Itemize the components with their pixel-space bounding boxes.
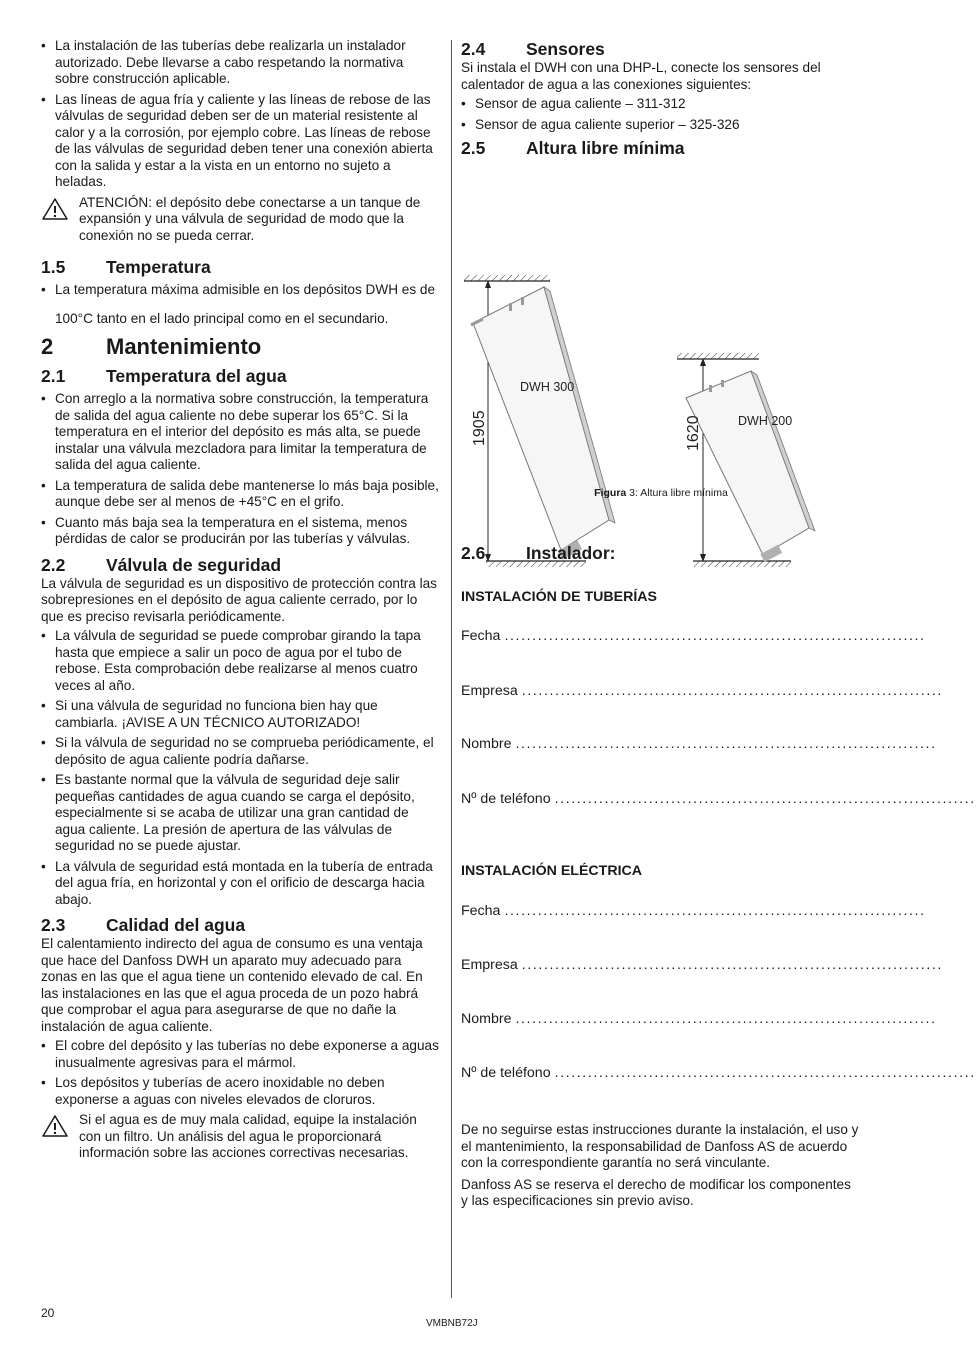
list-item: • La válvula de seguridad está montada en la tubería de entrada del agua fría, en horizontal y con el orificio de descarga hacia abajo.	[41, 859, 441, 909]
clearance-figure	[461, 163, 861, 493]
warning-triangle-icon	[41, 1114, 69, 1138]
safety-valve-list	[41, 628, 441, 908]
disclaimer-text: De no seguirse estas instrucciones durante la instalación, el uso y el mantenimiento, la responsabilidad de Danfoss AS de acuerdo con la correspondiente garantía no será vinculante.	[461, 1122, 859, 1170]
pipe-name-field[interactable]	[461, 735, 937, 753]
page-number: 20	[41, 1306, 55, 1320]
chapter-title: Mantenimiento	[106, 334, 262, 359]
list-item: • Con arreglo a la normativa sobre construcción, la temperatura de salida del agua caliente no debe superar los 65°C. Si la temperatura en el interior del depósito es más alta, se puede instalar una válvula mezcladora para limitar la temperatura de salida del agua caliente.	[41, 391, 441, 474]
section-number: 2.4	[461, 39, 486, 59]
right-column	[461, 38, 861, 493]
list-item: • Cuanto más baja sea la temperatura en el sistema, menos pérdidas de calor se producirán por las tuberías y válvulas.	[41, 515, 441, 548]
elec-company-field[interactable]	[461, 956, 943, 974]
section-title: Instalador:	[526, 543, 616, 563]
warning-text: ATENCIÓN: el depósito debe conectarse a un tanque de expansión y una válvula de seguridad de modo que la conexión no se pueda cerrar.	[79, 194, 421, 243]
section-number: 2.2	[41, 554, 66, 575]
warning-note	[41, 1112, 441, 1162]
list-item: • Sensor de agua caliente superior – 325-326	[461, 117, 861, 134]
section-heading	[41, 914, 441, 936]
pipe-installation-heading: INSTALACIÓN DE TUBERÍAS	[461, 589, 657, 605]
figure-caption-label: Figura	[594, 487, 627, 499]
section-heading	[461, 137, 861, 159]
paragraph: Si instala el DWH con una DHP-L, conecte los sensores del calentador de agua a las conexiones siguientes:	[461, 60, 821, 92]
electrical-installation-heading-wrap	[461, 863, 861, 880]
dwh200-label: DWH 200	[738, 414, 793, 428]
field-label: Nº de teléfono	[461, 1065, 551, 1081]
intro-list	[41, 38, 441, 191]
disclaimer-text: Danfoss AS se reserva el derecho de modificar los componentes y las especificaciones sin previo aviso.	[461, 1176, 851, 1208]
dwh300-height: 1905	[471, 410, 488, 446]
field-label: Nombre	[461, 736, 512, 752]
list-item: • La temperatura de salida debe mantenerse lo más baja posible, aunque debe ser al menos de +45°C en el grifo.	[41, 478, 441, 511]
pipe-date-field[interactable]	[461, 627, 926, 645]
section-title: Sensores	[526, 39, 605, 59]
fill-in-line: ............................................................................	[521, 957, 943, 973]
list-item: • Si una válvula de seguridad no funciona bien hay que cambiarla. ¡AVISE A UN TÉCNICO AUTORIZADO!	[41, 698, 441, 731]
fill-in-line: ............................................................................	[504, 628, 926, 644]
fill-in-line: ............................................................................	[554, 1065, 976, 1081]
list-item: • Los depósitos y tuberías de acero inoxidable no deben exponerse a aguas con niveles elevados de cloruros.	[41, 1075, 441, 1108]
section-heading	[41, 365, 441, 387]
figure-caption-wrap	[461, 487, 861, 499]
document-code: VMBNB72J	[426, 1318, 478, 1329]
sensor-list	[461, 96, 861, 133]
pipe-phone-field[interactable]	[461, 790, 976, 808]
elec-date-field[interactable]	[461, 902, 926, 920]
section-heading	[41, 554, 441, 576]
temperature-list	[41, 282, 441, 299]
list-item: • Es bastante normal que la válvula de seguridad deje salir pequeñas cantidades de agua cuando se carga el depósito, especialmente si se acaba de utilizar una gran cantidad de agua caliente. La presión de apertura de las válvulas de seguridad no se puede ajustar.	[41, 772, 441, 855]
section-heading	[461, 38, 861, 60]
warning-triangle-icon	[41, 197, 69, 221]
fill-in-line: ............................................................................	[504, 903, 926, 919]
field-label: Nombre	[461, 1011, 512, 1027]
fill-in-line: ............................................................................	[515, 1011, 937, 1027]
section-number: 2.1	[41, 366, 66, 386]
field-label: Empresa	[461, 683, 518, 699]
section-title: Temperatura del agua	[106, 366, 287, 386]
list-item: • Sensor de agua caliente – 311-312	[461, 96, 861, 113]
section-number: 2.3	[41, 915, 66, 935]
pipe-company-field[interactable]	[461, 682, 943, 700]
figure-caption	[461, 487, 861, 499]
water-temperature-list	[41, 391, 441, 548]
field-label: Empresa	[461, 957, 518, 973]
section-number: 2.5	[461, 138, 486, 158]
fill-in-line: ............................................................................	[515, 736, 937, 752]
column-divider	[451, 40, 452, 1298]
dwh200-drawing	[677, 353, 815, 567]
paragraph: 100°C tanto en el lado principal como en el secundario.	[55, 310, 389, 326]
warning-note	[41, 195, 441, 245]
section-title: Calidad del agua	[106, 915, 246, 935]
pipe-installation-heading-wrap	[461, 589, 861, 606]
paragraph: El calentamiento indirecto del agua de consumo es una ventaja que hace del Danfoss DWH un aparato muy adecuado para zonas en las que el agua tiene un contenido elevado de cal. En las instalaciones en las que el agua proceda de un pozo habrá que comprobar el agua para asegurarse de que no dañe la instalación de agua caliente.	[41, 936, 423, 1034]
section-heading	[461, 542, 861, 564]
list-item: • Si la válvula de seguridad no se comprueba periódicamente, el depósito de agua caliente podría dañarse.	[41, 735, 441, 768]
section-title: Altura libre mínima	[526, 138, 685, 158]
list-item: • El cobre del depósito y las tuberías no debe exponerse a aguas inusualmente agresivas para el mármol.	[41, 1038, 441, 1071]
field-label: Fecha	[461, 903, 501, 919]
field-label: Nº de teléfono	[461, 791, 551, 807]
section-title: Válvula de seguridad	[106, 554, 282, 575]
section-number: 1.5	[41, 257, 66, 277]
section-heading	[41, 256, 441, 278]
fill-in-line: ............................................................................	[521, 683, 943, 699]
list-item: • La válvula de seguridad se puede comprobar girando la tapa hasta que empiece a salir un poco de agua por el tubo de rebose. Esta comprobación debe realizarse al menos cuatro veces al año.	[41, 628, 441, 694]
electrical-installation-heading: INSTALACIÓN ELÉCTRICA	[461, 863, 643, 879]
chapter-number: 2	[41, 334, 54, 359]
field-label: Fecha	[461, 628, 501, 644]
section-title: Temperatura	[106, 257, 211, 277]
dwh200-height: 1620	[685, 415, 702, 451]
warning-text: Si el agua es de muy mala calidad, equipe la instalación con un filtro. Un análisis del agua le proporcionará información sobre las acciones correctivas necesarias.	[79, 1112, 417, 1160]
elec-name-field[interactable]	[461, 1010, 937, 1028]
paragraph: La válvula de seguridad es un dispositivo de protección contra las sobrepresiones en el depósito de agua caliente cerrado, por lo que es preciso revisarla periódicamente.	[41, 575, 437, 624]
figure-caption-text: 3: Altura libre mínima	[626, 487, 728, 499]
list-item: • La instalación de las tuberías debe realizarla un instalador autorizado. Debe llevarse a cabo respetando la normativa sobre construcción aplicable.	[41, 38, 441, 88]
water-quality-list	[41, 1038, 441, 1108]
section-number: 2.6	[461, 543, 486, 563]
dwh300-label: DWH 300	[520, 380, 575, 394]
tank-clearance-diagram	[461, 163, 861, 463]
left-column	[41, 38, 441, 1162]
fill-in-line: ............................................................................	[554, 791, 976, 807]
elec-phone-field[interactable]	[461, 1064, 976, 1082]
list-item: • La temperatura máxima admisible en los depósitos DWH es de	[41, 282, 441, 299]
installer-section	[461, 542, 861, 564]
list-item: • Las líneas de agua fría y caliente y las líneas de rebose de las válvulas de seguridad deben ser de un material resistente al calor y a la corrosión, por ejemplo cobre. Las líneas de rebose de las válvulas de seguridad deben tener una conexión abierta con la salida y estar a la vista en un entorno no sujeto a heladas.	[41, 92, 441, 191]
chapter-heading	[41, 333, 441, 361]
disclaimer-block	[461, 1122, 861, 1210]
